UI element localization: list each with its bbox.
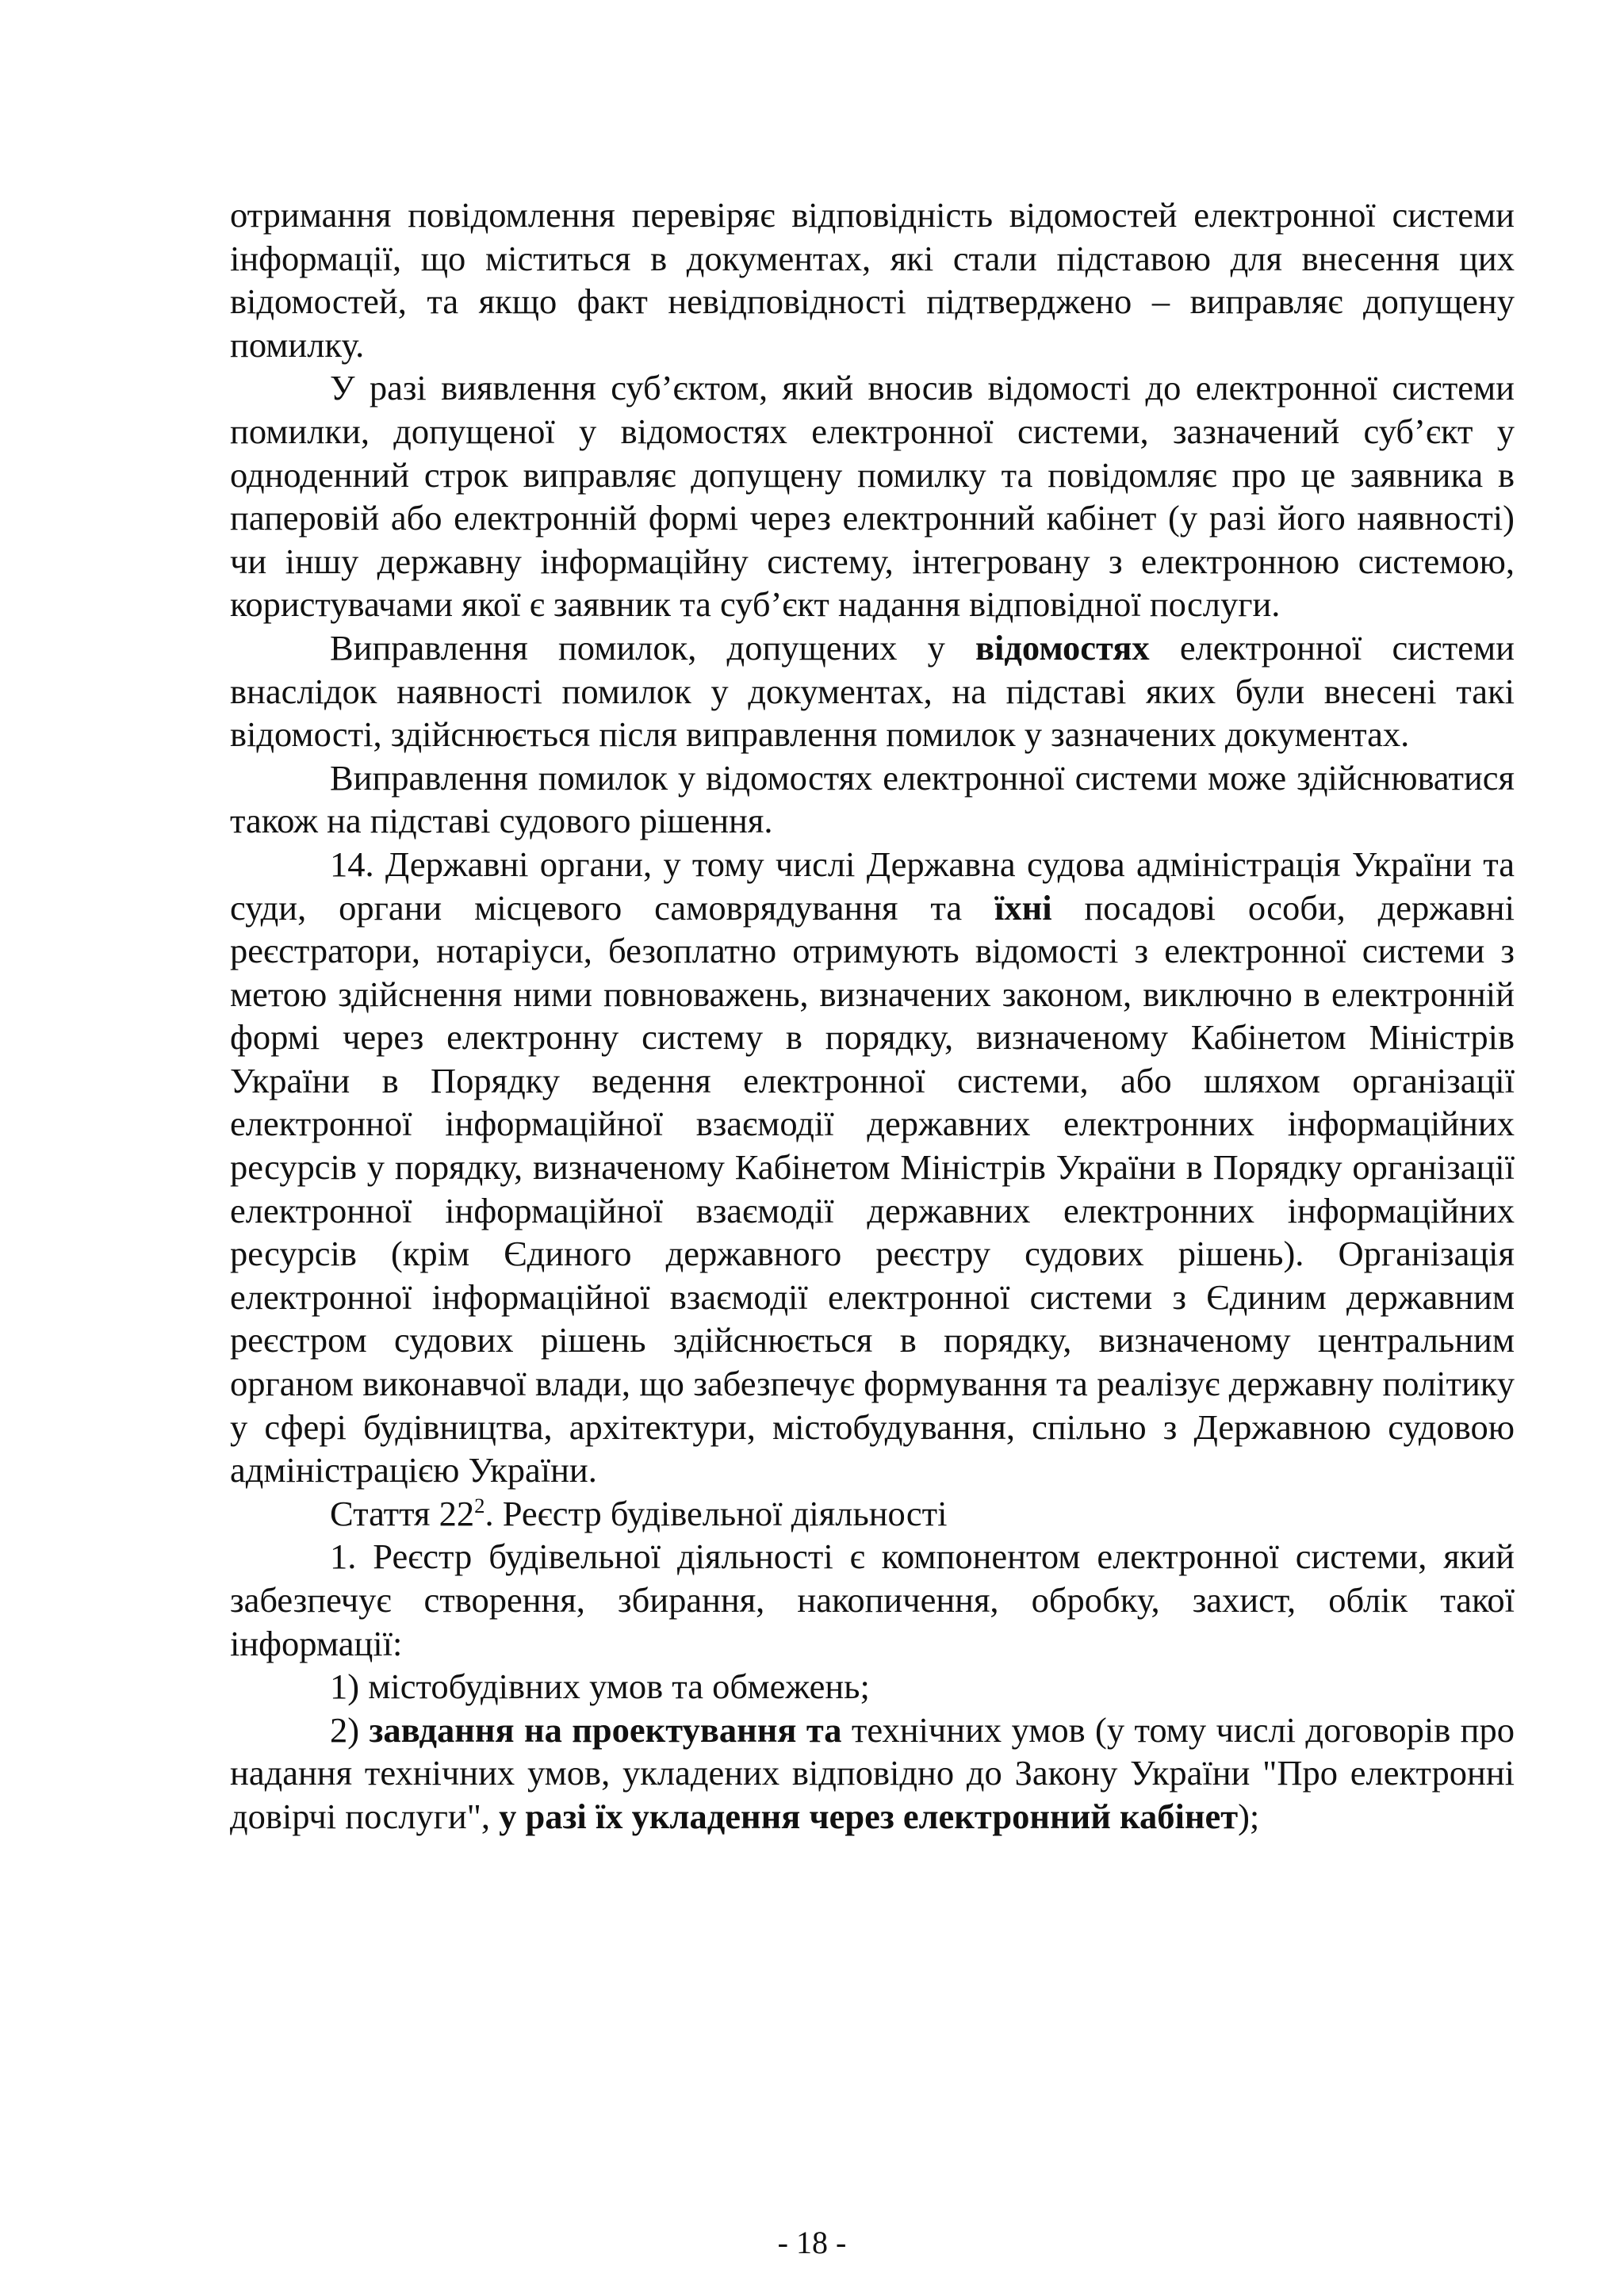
paragraph-5 [230, 843, 1515, 1492]
paragraph-2 [230, 366, 1515, 626]
paragraph-1 [230, 193, 1515, 366]
article-heading [230, 1492, 1515, 1536]
text-run: 2) [330, 1709, 370, 1750]
text-run: Виправлення помилок, допущених у [330, 627, 976, 668]
text-run: Виправлення помилок у відомостях електронної системи може здійснюватися також на підставі судового рішення. [230, 757, 1515, 841]
list-item-1 [230, 1665, 1515, 1709]
text-run: посадові особи, державні реєстратори, нотаріуси, безоплатно отримують відомості з електронної системи з метою здійснення ними повноважень, визначених законом, виключно в електронній формі через електронну систему в порядку, визначеному Кабінетом Міністрів України в Порядку ведення електронної системи, або шляхом організації електронної інформаційної взаємодії державних електронних інформаційних ресурсів у порядку, визначеному Кабінетом Міністрів України в Порядку організації електронної інформаційної взаємодії державних електронних інформаційних ресурсів (крім Єдиного державного реєстру судових рішень). Організація електронної інформаційної взаємодії електронної системи з Єдиним державним реєстром судових рішень здійснюється в порядку, визначеному центральним органом виконавчої влади, що забезпечує формування та реалізує державну політику у сфері будівництва, архітектури, містобудування, спільно з Державною судовою адміністрацією України. [230, 887, 1515, 1490]
text-run: отримання повідомлення перевіряє відповідність відомостей електронної системи інформації, що міститься в документах, які стали підставою для внесення цих відомостей, та якщо факт невідповідності підтверджено – виправляє допущену помилку. [230, 195, 1515, 365]
text-run: Стаття 22 [330, 1493, 475, 1533]
bold-text-run: завдання на проектування та [369, 1709, 842, 1750]
bold-text-run: у разі їх укладення через електронний кабінет [499, 1796, 1239, 1836]
text-run: технічних умов (у тому числі договорів про надання технічних умов, укладених відповідно до Закону України "Про електронні довірчі послуги", [230, 1709, 1515, 1836]
list-item-2 [230, 1709, 1515, 1839]
page-number: - 18 - [777, 2225, 847, 2260]
text-run: 14. Державні органи, у тому числі Державна судова адміністрація України та суди, органи місцевого самоврядування та [230, 844, 1515, 928]
bold-text-run: відомостях [975, 627, 1150, 668]
text-run: ); [1238, 1796, 1260, 1836]
superscript-text: 2 [474, 1493, 485, 1517]
text-run: 1) містобудівних умов та обмежень; [330, 1667, 870, 1707]
paragraph-7 [230, 1535, 1515, 1665]
paragraph-4 [230, 756, 1515, 843]
text-run: . Реєстр будівельної діяльності [485, 1493, 948, 1533]
paragraph-3 [230, 626, 1515, 756]
text-run: У разі виявлення суб’єктом, який вносив відомості до електронної системи помилки, допущеної у відомостях електронної системи, зазначений суб’єкт у одноденний строк виправляє допущену помилку та повідомляє про це заявника в паперовій або електронній формі через електронний кабінет (у разі його наявності) чи іншу державну інформаційну систему, інтегровану з електронною системою, користувачами якої є заявник та суб’єкт надання відповідної послуги. [230, 368, 1515, 625]
text-run: електронної системи внаслідок наявності помилок у документах, на підставі яких були внесені такі відомості, здійснюється після виправлення помилок у зазначених документах. [230, 627, 1515, 755]
bold-text-run: їхні [994, 887, 1052, 928]
text-run: 1. Реєстр будівельної діяльності є компонентом електронної системи, який забезпечує створення, збирання, накопичення, обробку, захист, облік такої інформації: [230, 1536, 1515, 1663]
document-page [230, 193, 1515, 1839]
